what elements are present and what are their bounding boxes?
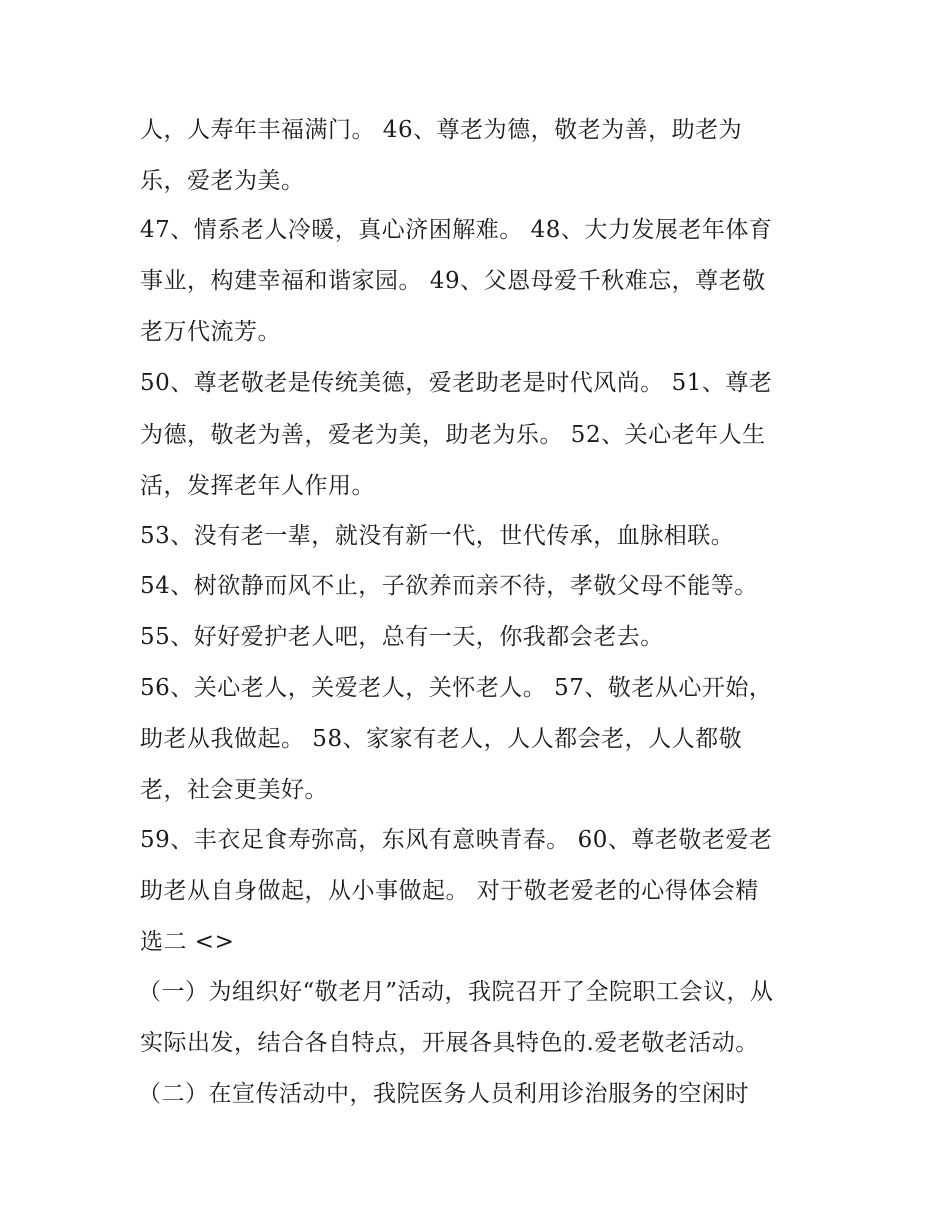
text-line: 实际出发，结合各自特点，开展各具特色的.爱老敬老活动。 (140, 1030, 759, 1056)
text-line: （一）为组织好“敬老月”活动，我院召开了全院职工会议，从 (138, 979, 774, 1005)
text-line: 老，社会更美好。 (140, 777, 328, 803)
text-line: 56、关心老人，关爱老人，关怀老人。 57、敬老从心开始， (140, 675, 773, 701)
text-line: 老万代流芳。 (140, 319, 281, 345)
text-line: 55、好好爱护老人吧，总有一天，你我都会老去。 (140, 624, 664, 650)
text-line: 为德，敬老为善，爱老为美，助老为乐。 52、关心老年人生 (140, 422, 766, 448)
text-line: 53、没有老一辈，就没有新一代，世代传承，血脉相联。 (140, 523, 735, 549)
text-line: （二）在宣传活动中，我院医务人员利用诊治服务的空闲时 (138, 1081, 749, 1107)
text-line: 47、情系老人冷暖，真心济困解难。 48、大力发展老年体育 (140, 217, 773, 243)
text-line: 人，人寿年丰福满门。 46、尊老为德，敬老为善，助老为 (140, 117, 743, 143)
text-line: 54、树欲静而风不止，子欲养而亲不待，孝敬父母不能等。 (140, 573, 758, 599)
text-line: 乐，爱老为美。 (140, 168, 305, 194)
text-line: 事业，构建幸福和谐家园。 49、父恩母爱千秋难忘，尊老敬 (140, 268, 766, 294)
text-line: 59、丰衣足食寿弥高，东风有意映青春。 60、尊老敬老爱老 (140, 827, 773, 853)
text-line: 50、尊老敬老是传统美德，爱老助老是时代风尚。 51、尊老 (140, 370, 773, 396)
text-line: 选二 <> (140, 929, 235, 955)
text-line: 助老从我做起。 58、家家有老人，人人都会老，人人都敬 (140, 726, 743, 752)
text-line: 活，发挥老年人作用。 (140, 473, 375, 499)
text-line: 助老从自身做起，从小事做起。 对于敬老爱老的心得体会精 (140, 878, 759, 904)
